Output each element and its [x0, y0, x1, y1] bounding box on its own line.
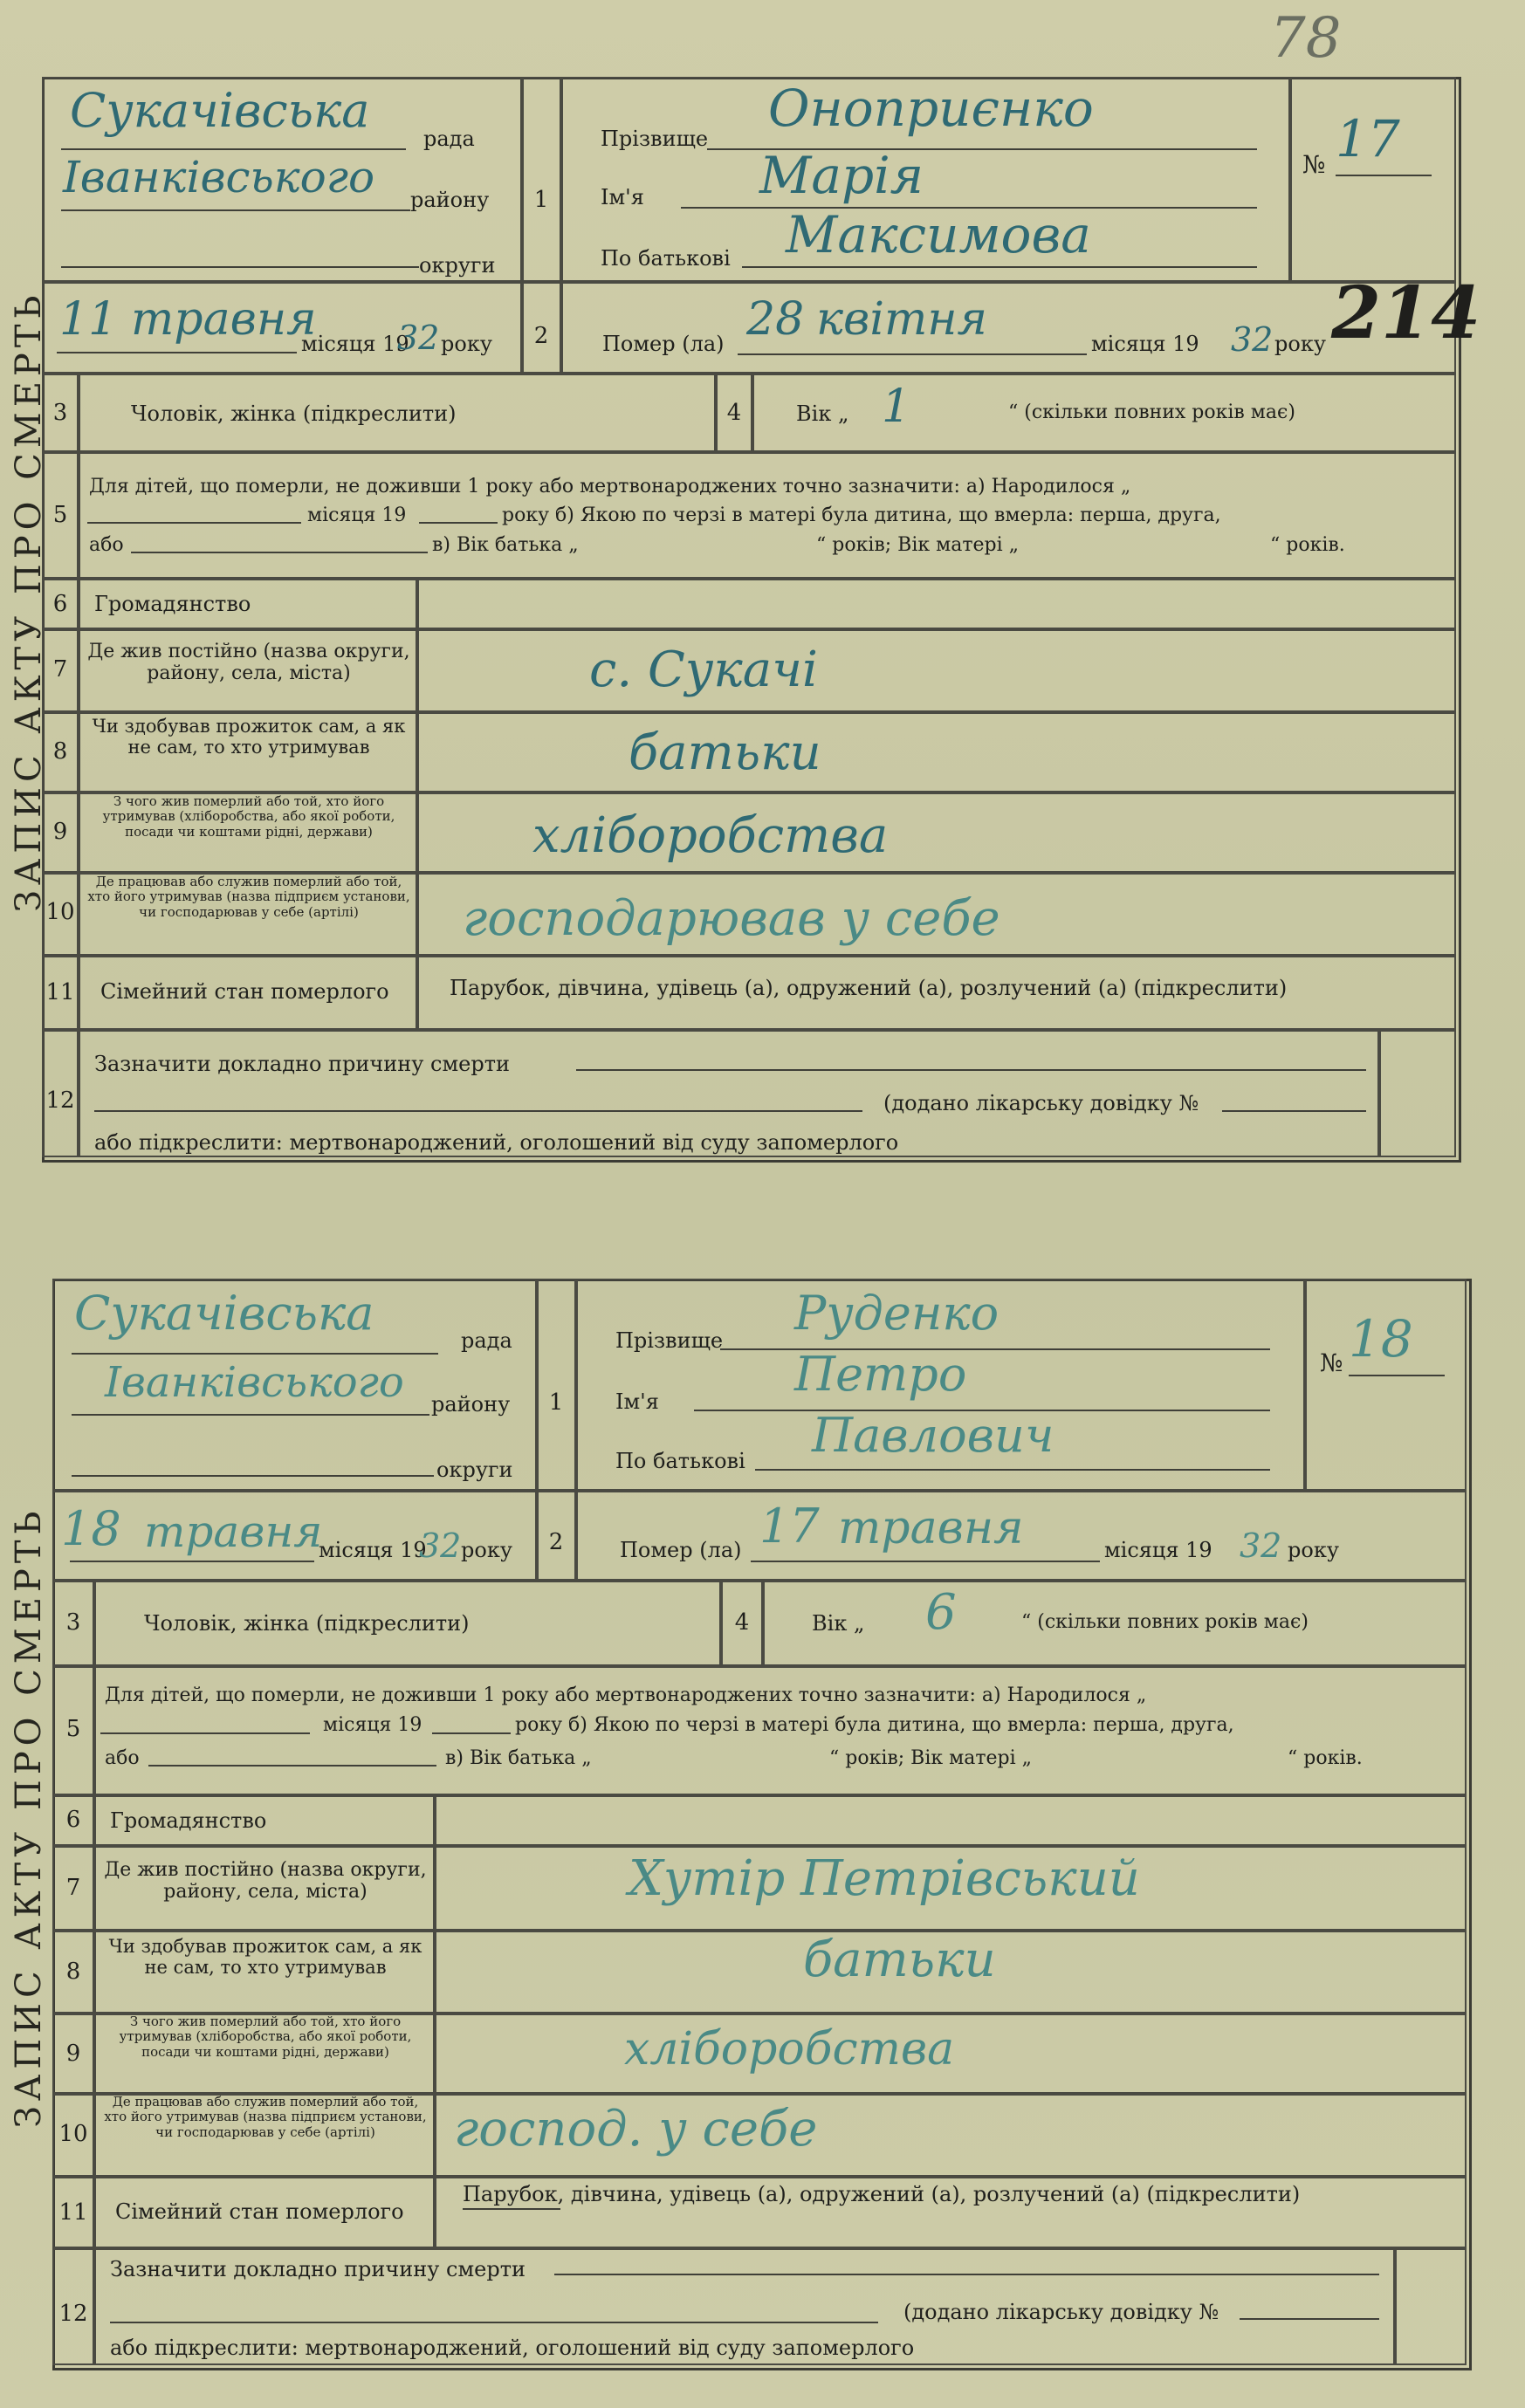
underline-options: або підкреслити: мертвонароджений, оголошений від суду запомерлого: [94, 1130, 899, 1155]
children-line-3c: “ років; Вік матері „: [829, 1747, 1033, 1769]
children-line-2b: року б) Якою по черзі в матері була дитина, що вмерла: перша, друга,: [502, 504, 1221, 526]
death-year: 32: [1240, 1526, 1282, 1565]
support-label: Чи здобував прожиток сам, а як не сам, то хто утримував: [92, 716, 406, 758]
name-label: Ім'я: [615, 1389, 659, 1414]
age-note: “ (скільки повних років має): [1008, 401, 1295, 423]
sex-label: Чоловік, жінка (підкреслити): [144, 1611, 470, 1636]
residence-value: Хутір Петрівський: [629, 1850, 1140, 1907]
sex-label: Чоловік, жінка (підкреслити): [131, 401, 457, 426]
death-label: Помер (ла): [620, 1538, 742, 1562]
reg-day: 11: [59, 293, 118, 346]
livelihood-label: З чого жив померлий або той, хто його утримував (хліборобства, або якої роботи, посади чи коштами рідні, держави): [119, 2014, 412, 2060]
row-number: 4: [734, 1609, 750, 1636]
work-label: Де працював або служив померлий або той, хто його утримував (назва підприєм установи, чи господарював у себе (артілі): [104, 2094, 427, 2140]
row-number: 6: [52, 591, 68, 617]
death-year-label: року: [1274, 332, 1326, 356]
okrugy-label: округи: [419, 253, 496, 278]
number-label: №: [1302, 150, 1326, 179]
marital-label: Сімейний стан померлого: [115, 2199, 404, 2224]
children-line-2a: місяця 19: [307, 504, 407, 526]
row-number: 8: [52, 738, 68, 765]
children-blank-line: [419, 522, 498, 524]
okrugy-line: [72, 1475, 434, 1477]
name-label: Ім'я: [601, 185, 644, 209]
death-day: 28: [746, 293, 805, 346]
children-line-2a: місяця 19: [323, 1714, 422, 1736]
children-blank-line: [87, 522, 301, 524]
cause-line: [576, 1069, 1366, 1071]
reg-year-label: року: [441, 332, 492, 356]
raion-label: району: [431, 1392, 511, 1417]
record-number: 18: [1349, 1309, 1413, 1369]
work-value: господ. у себе: [454, 2101, 818, 2158]
raion-line: [61, 209, 410, 211]
row-number: 3: [65, 1609, 81, 1636]
cause-line: [94, 1110, 862, 1112]
raion-line: [72, 1414, 429, 1416]
rada-label: рада: [423, 127, 475, 151]
row-number: 7: [65, 1875, 81, 1901]
age-value: 6: [925, 1584, 957, 1641]
death-label: Помер (ла): [602, 332, 725, 356]
marital-options: Парубок, дівчина, удівець (а), одружений (а), розлучений (а) (підкреслити): [463, 2182, 1301, 2206]
death-month-label: місяця 19: [1104, 1538, 1212, 1562]
rada-line: [72, 1353, 438, 1355]
reg-month-label: місяця 19: [301, 332, 409, 356]
age-label: Вік „: [812, 1611, 865, 1636]
support-label: Чи здобував прожиток сам, а як не сам, то хто утримував: [108, 1936, 422, 1979]
children-line-3a: або: [105, 1747, 140, 1769]
name-value: Марія: [759, 146, 924, 205]
children-line-2b: року б) Якою по черзі в матері була дитина, що вмерла: перша, друга,: [515, 1714, 1234, 1736]
livelihood-value: хліборобства: [532, 807, 889, 864]
row-number: 5: [65, 1716, 81, 1742]
death-month: квітня: [816, 293, 987, 346]
number-line: [1349, 1375, 1445, 1376]
children-line-3b: в) Вік батька „: [432, 534, 579, 556]
age-note: “ (скільки повних років має): [1021, 1611, 1309, 1633]
value-cell: [435, 1795, 1467, 1846]
underline-options: або підкреслити: мертвонароджений, оголошений від суду запомерлого: [110, 2336, 915, 2360]
death-day: 17: [759, 1499, 820, 1554]
children-line-1: Для дітей, що померли, не доживши 1 року або мертвонароджених точно зазначити: а) Народилося „: [105, 1684, 1147, 1706]
death-year-label: року: [1288, 1538, 1339, 1562]
row-number: 9: [65, 2041, 81, 2067]
value-cell: [417, 712, 1456, 792]
side-label-bottom: ЗАПИС АКТУ ПРО СМЕРТЬ: [9, 1506, 49, 2128]
row-number: 6: [65, 1807, 81, 1833]
children-blank-line: [148, 1765, 436, 1767]
livelihood-label: З чого жив померлий або той, хто його утримував (хліборобства, або якої роботи, посади чи коштами рідні, держави): [102, 793, 395, 840]
rada-label: рада: [461, 1328, 512, 1353]
age-label: Вік „: [796, 401, 849, 426]
reg-date-line: [70, 1561, 314, 1562]
side-label-top: ЗАПИС АКТУ ПРО СМЕРТЬ: [9, 290, 49, 912]
row-number: 10: [58, 2121, 88, 2147]
reg-date-line: [57, 352, 297, 353]
work-label: Де працював або служив померлий або той, хто його утримував (назва підприєм установи, чи господарював у себе (артілі): [87, 874, 410, 920]
row-number: 5: [52, 502, 68, 528]
marital-options: Парубок, дівчина, удівець (а), одружений (а), розлучений (а) (підкреслити): [450, 976, 1288, 1000]
age-value: 1: [882, 381, 911, 433]
support-value: батьки: [803, 1931, 996, 1988]
surname-label: Прізвище: [615, 1328, 724, 1353]
margin-note: 214: [1331, 271, 1481, 355]
rada-value: Сукачівська: [74, 1286, 374, 1341]
children-line-3b: в) Вік батька „: [445, 1747, 592, 1769]
raion-label: району: [410, 188, 490, 212]
death-month-label: місяця 19: [1091, 332, 1199, 356]
cause-label: Зазначити докладно причину смерти: [94, 1052, 510, 1076]
death-date-cell: [561, 282, 1456, 374]
death-date-line: [751, 1561, 1100, 1562]
value-cell: [417, 579, 1456, 629]
children-blank-line: [131, 552, 428, 553]
death-date-line: [738, 353, 1087, 355]
name-value: Петро: [794, 1347, 967, 1402]
children-line-3c: “ років; Вік матері „: [816, 534, 1020, 556]
row-number: 12: [45, 1087, 75, 1114]
reg-year: 32: [419, 1526, 462, 1565]
value-cell: [417, 629, 1456, 712]
archive-page-number: 78: [1270, 6, 1342, 71]
children-line-3d: “ років.: [1288, 1747, 1363, 1769]
cause-label: Зазначити докладно причину смерти: [110, 2257, 526, 2281]
residence-label: Де жив постійно (назва округи, району, села, міста): [87, 641, 410, 685]
children-blank-line: [432, 1732, 511, 1734]
work-value: господарював у себе: [463, 890, 1000, 947]
raion-value: Іванківського: [63, 152, 375, 202]
surname-value: Руденко: [794, 1286, 999, 1341]
death-month: травня: [838, 1502, 1024, 1554]
patronymic-value: Максимова: [786, 205, 1091, 264]
cause-line: [554, 2274, 1379, 2275]
row-number: 11: [58, 2199, 88, 2226]
record-number: 17: [1336, 109, 1400, 168]
reg-year-label: року: [461, 1538, 512, 1562]
row-number: 11: [45, 979, 75, 1005]
row-number: 7: [52, 656, 68, 683]
patronymic-line: [742, 266, 1257, 268]
children-line-1: Для дітей, що померли, не доживши 1 року або мертвонароджених точно зазначити: а) Народилося „: [89, 476, 1131, 497]
reg-month: травня: [131, 293, 317, 346]
row-number: 9: [52, 819, 68, 845]
rada-line: [61, 148, 406, 150]
cause-side-cell: [1395, 2248, 1467, 2365]
raion-value: Іванківського: [105, 1358, 404, 1407]
patronymic-line: [755, 1469, 1270, 1471]
row-number: 4: [726, 400, 742, 426]
row-number: 3: [52, 400, 68, 426]
children-line-3d: “ років.: [1270, 534, 1345, 556]
residence-value: с. Сукачі: [589, 641, 818, 698]
number-line: [1336, 175, 1432, 176]
reg-month: травня: [144, 1506, 323, 1557]
surname-label: Прізвище: [601, 127, 709, 151]
certificate-line: [1240, 2318, 1379, 2320]
children-line-3a: або: [89, 534, 124, 556]
cause-line: [110, 2322, 878, 2323]
marital-label: Сімейний стан померлого: [100, 979, 389, 1004]
row-number: 12: [58, 2301, 88, 2327]
okrugy-label: округи: [436, 1458, 513, 1482]
rada-value: Сукачівська: [70, 83, 370, 138]
patronymic-label: По батькові: [601, 246, 731, 271]
number-label: №: [1320, 1348, 1343, 1377]
certificate-label: (додано лікарську довідку №: [883, 1091, 1199, 1115]
cause-side-cell: [1379, 1030, 1456, 1157]
reg-year: 32: [397, 319, 440, 357]
reg-month-label: місяця 19: [319, 1538, 427, 1562]
certificate-label: (додано лікарську довідку №: [903, 2300, 1219, 2324]
row-number: 8: [65, 1959, 81, 1985]
row-num-cell: [537, 1279, 576, 1491]
row-number: 10: [45, 899, 75, 925]
row-number: 1: [548, 1389, 564, 1416]
row-number: 1: [533, 187, 549, 213]
citizenship-label: Громадянство: [110, 1808, 267, 1833]
residence-label: Де жив постійно (назва округи, району, села, міста): [104, 1859, 427, 1904]
row-number: 2: [533, 323, 549, 349]
reg-day: 18: [61, 1501, 121, 1556]
marital-selection-underline: [463, 2208, 560, 2210]
okrugy-line: [61, 266, 419, 268]
row-num-cell: [522, 77, 561, 282]
children-blank-line: [100, 1732, 310, 1734]
surname-value: Оноприєнко: [768, 79, 1094, 138]
support-value: батьки: [629, 724, 821, 781]
row-number: 2: [548, 1529, 564, 1555]
certificate-line: [1222, 1110, 1366, 1112]
patronymic-value: Павлович: [812, 1408, 1054, 1463]
death-year: 32: [1231, 320, 1274, 359]
livelihood-value: хліборобства: [624, 2023, 955, 2075]
citizenship-label: Громадянство: [94, 592, 251, 616]
patronymic-label: По батькові: [615, 1449, 745, 1473]
